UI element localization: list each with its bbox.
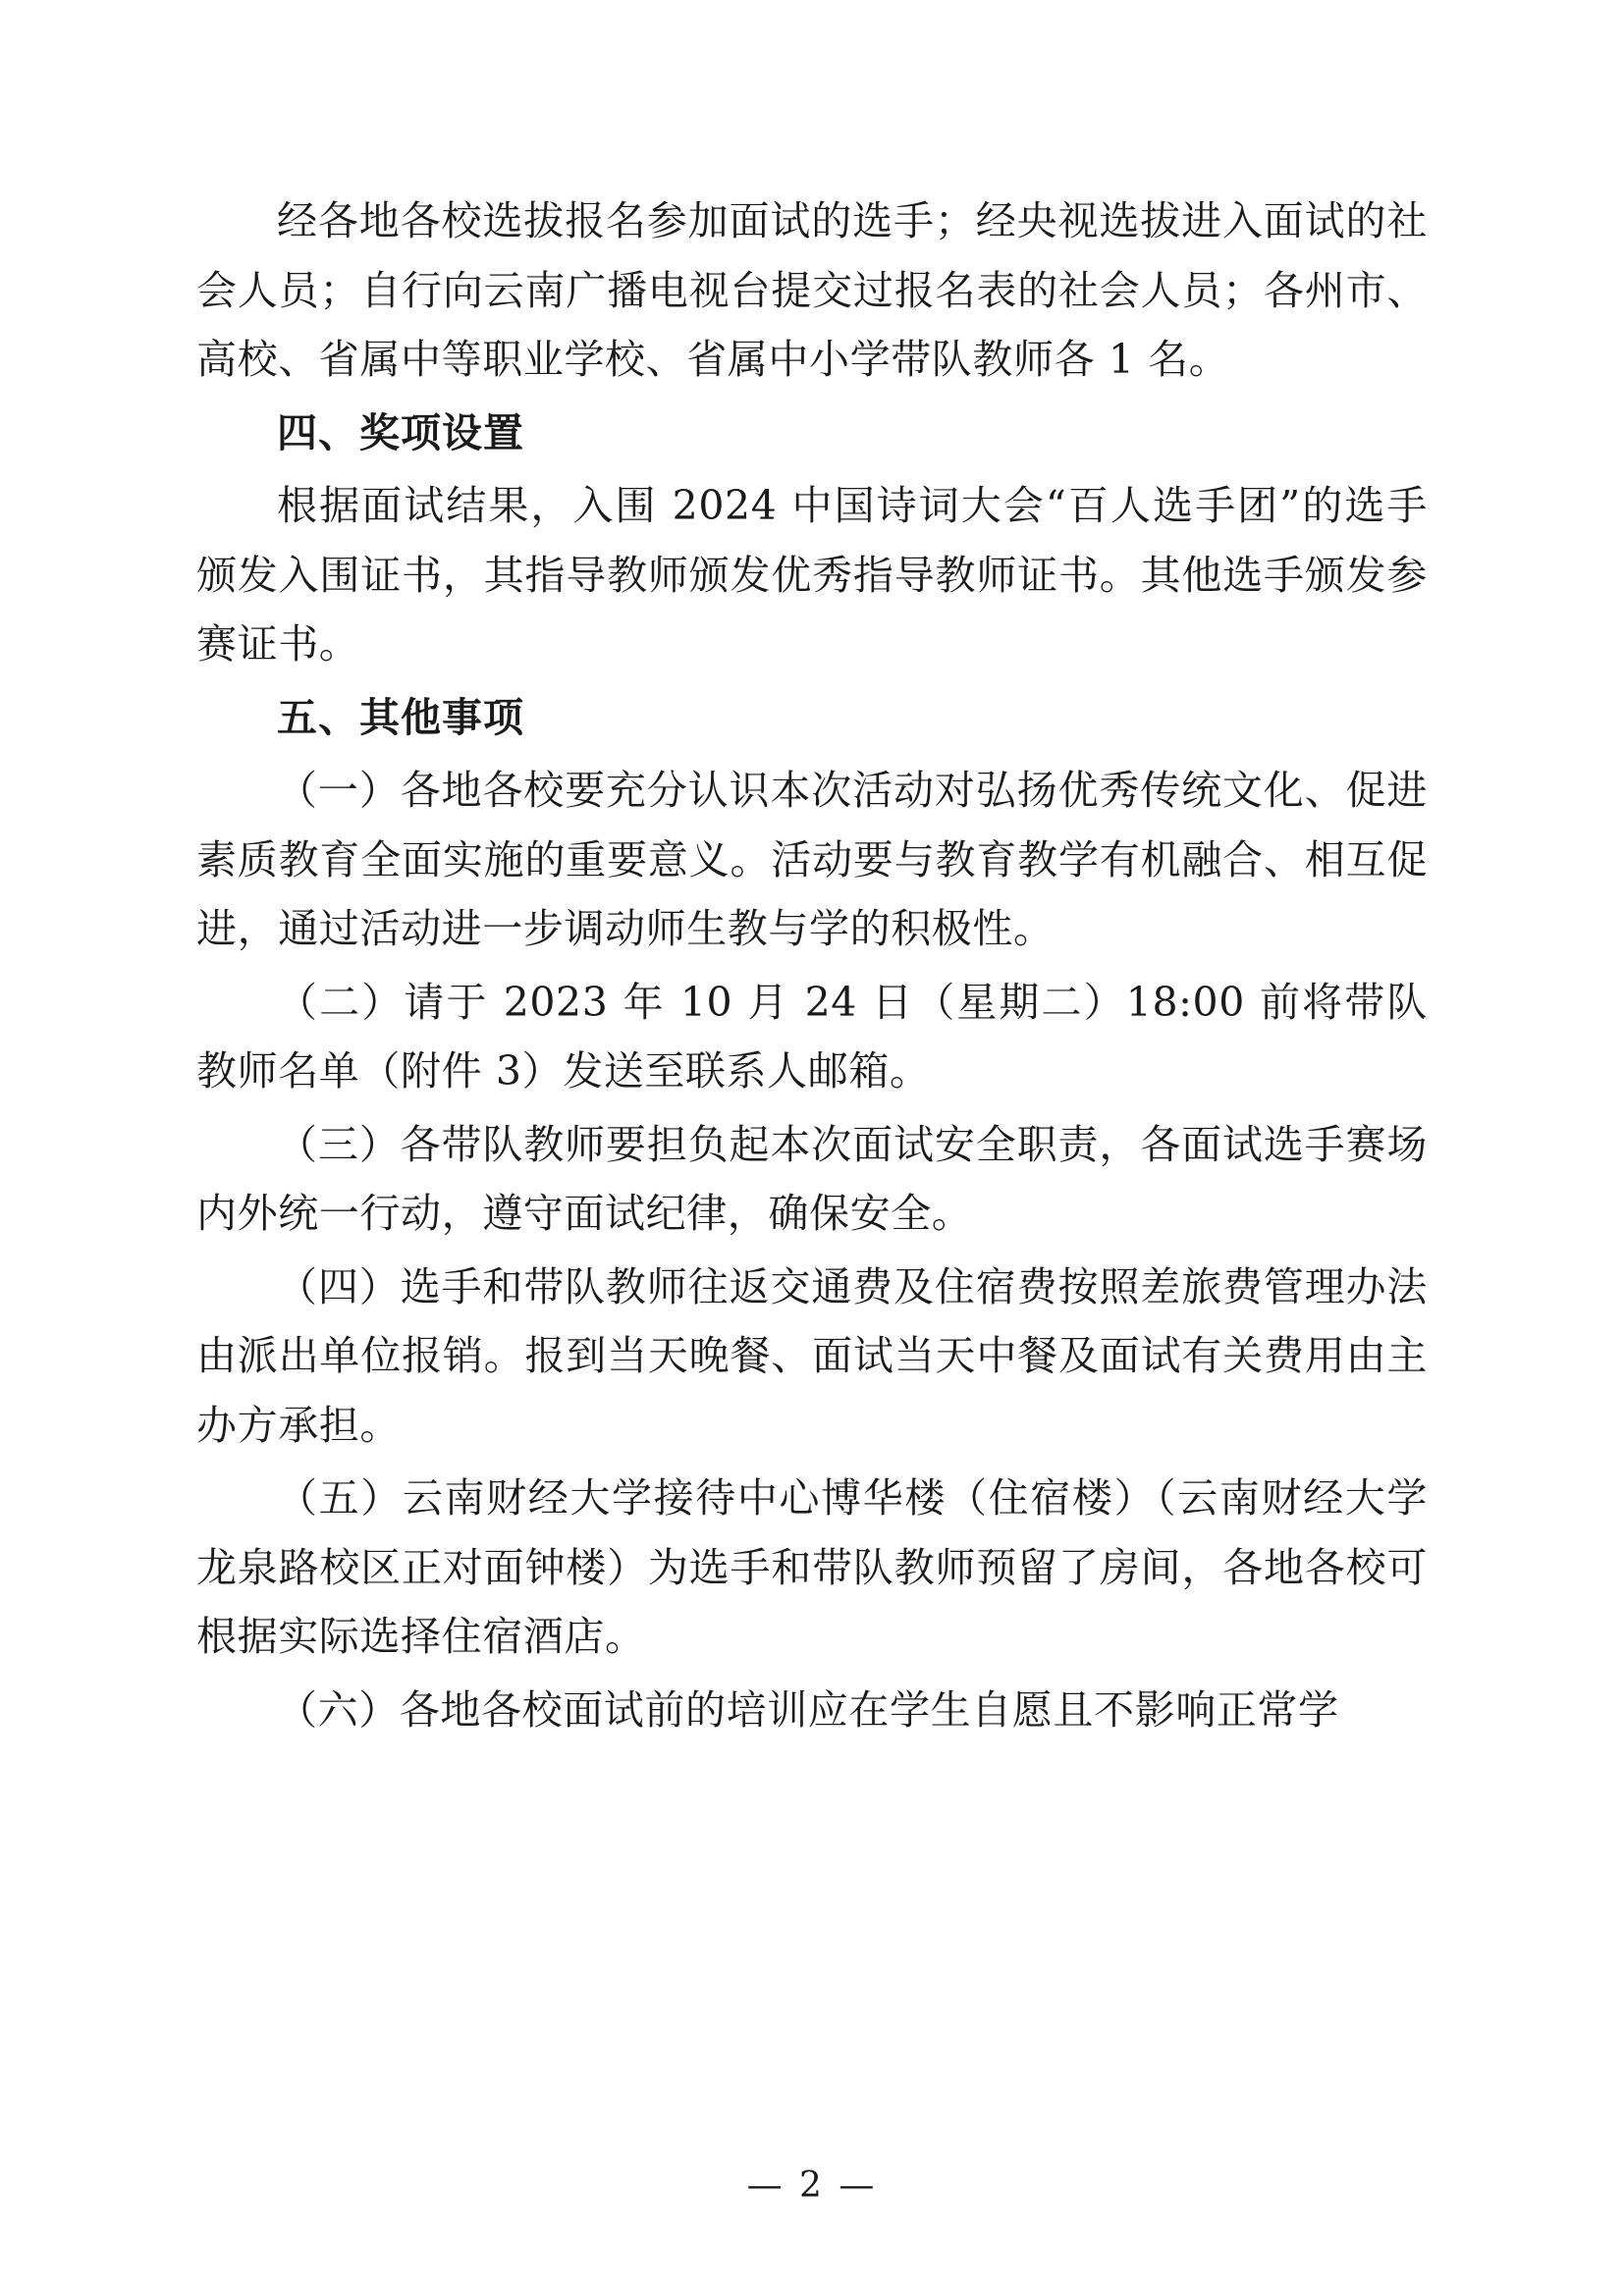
paragraph-item-two: （二）请于 2023 年 10 月 24 日（星期二）18:00 前将带队教师名单（附件 3）发送至联系人邮箱。 [196,978,1428,1095]
paragraph-item-one: （一）各地各校要充分认识本次活动对弘扬优秀传统文化、促进素质教育全面实施的重要意义。活动要与教育教学有机融合、相互促进，通过活动进一步调动师生教与学的积极性。 [196,767,1428,953]
paragraph-participants: 经各地各校选拔报名参加面试的选手；经央视选拔进入面试的社会人员；自行向云南广播电视台提交过报名表的社会人员；各州市、高校、省属中等职业学校、省属中小学带队教师各 1 名。 [196,197,1428,384]
page-number: — 2 — [746,2165,878,2206]
document-body [196,187,1428,1744]
paragraph-item-five: （五）云南财经大学接待中心博华楼（住宿楼）（云南财经大学龙泉路校区正对面钟楼）为选手和带队教师预留了房间，各地各校可根据实际选择住宿酒店。 [196,1474,1428,1661]
paragraph-item-three: （三）各带队教师要担负起本次面试安全职责，各面试选手赛场内外统一行动，遵守面试纪律，确保安全。 [196,1120,1428,1238]
paragraph-item-four: （四）选手和带队教师往返交通费及住宿费按照差旅费管理办法由派出单位报销。报到当天晚餐、面试当天中餐及面试有关费用由主办方承担。 [196,1262,1428,1449]
paragraph-awards-detail: 根据面试结果，入围 2024 中国诗词大会“百人选手团”的选手颁发入围证书，其指导教师颁发优秀指导教师证书。其他选手颁发参赛证书。 [196,482,1428,668]
paragraph-item-six: （六）各地各校面试前的培训应在学生自愿且不影响正常学 [277,1685,1339,1734]
section-heading-awards: 四、奖项设置 [277,408,524,456]
section-heading-other-matters: 五、其他事项 [277,693,524,741]
